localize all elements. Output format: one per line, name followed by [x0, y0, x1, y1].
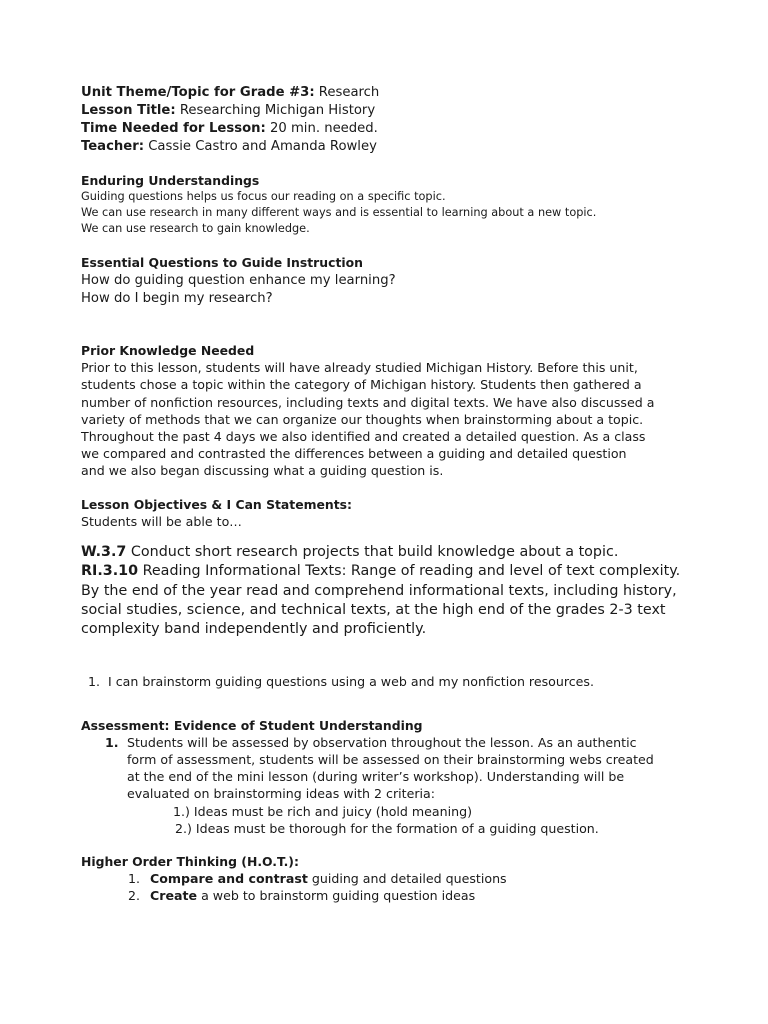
prior-knowledge-line: we compared and contrasted the differences between a guiding and detailed question: [81, 446, 627, 462]
lesson-plan-document: [81, 84, 701, 904]
unit-theme-label: Unit Theme/Topic for Grade #3:: [81, 85, 315, 100]
teacher-line: [81, 138, 701, 156]
enduring-line: Guiding questions helps us focus our reading on a specific topic.: [81, 190, 446, 203]
standard-code: RI.3.10: [81, 563, 139, 580]
prior-knowledge-line: variety of methods that we can organize our thoughts when brainstorming about a topic.: [81, 411, 644, 427]
list-number: 2.: [128, 888, 141, 904]
hot-item-text: [150, 870, 701, 887]
objectives-intro: Students will be able to…: [81, 513, 242, 529]
prior-knowledge-heading: Prior Knowledge Needed: [81, 343, 255, 358]
hot-item-bold: Create: [150, 888, 198, 904]
hot-item-bold: Compare and contrast: [150, 871, 308, 887]
hot-item-text: [150, 887, 701, 904]
standard-ri310: [81, 562, 701, 581]
hot-item-rest: a web to brainstorm guiding question ideas: [197, 888, 476, 904]
prior-knowledge-line: students chose a topic within the category of Michigan history. Students then gathered a: [81, 377, 642, 393]
enduring-heading: Enduring Understandings: [81, 173, 260, 188]
objectives-section: [81, 496, 701, 690]
essential-section: [81, 254, 701, 308]
teacher-value: Cassie Castro and Amanda Rowley: [144, 139, 377, 154]
assessment-line: at the end of the mini lesson (during writer’s workshop). Understanding will be: [127, 769, 625, 785]
standard-w37: [81, 543, 701, 562]
lesson-title-label: Lesson Title:: [81, 103, 176, 118]
assessment-criterion: 2.) Ideas must be thorough for the formation of a guiding question.: [175, 820, 599, 836]
enduring-line: We can use research in many different ways and is essential to learning about a new topic.: [81, 206, 597, 219]
prior-knowledge-line: number of nonfiction resources, including texts and digital texts. We have also discussed a: [81, 394, 655, 410]
prior-knowledge-line: Prior to this lesson, students will have already studied Michigan History. Before this unit,: [81, 360, 638, 376]
list-number: 1.: [128, 871, 141, 887]
assessment-line: Students will be assessed by observation throughout the lesson. As an authentic: [127, 734, 637, 750]
prior-knowledge-line: Throughout the past 4 days we also identified and created a detailed question. As a class: [81, 429, 646, 445]
essential-question: How do guiding question enhance my learning?: [81, 273, 396, 288]
standard-text: Conduct short research projects that build knowledge about a topic.: [126, 544, 619, 561]
list-number: 1.: [88, 673, 101, 689]
prior-knowledge-section: [81, 342, 701, 480]
time-needed-label: Time Needed for Lesson:: [81, 121, 266, 136]
hot-item: [81, 870, 701, 887]
hot-item-rest: guiding and detailed questions: [307, 871, 507, 887]
standard-code: W.3.7: [81, 544, 127, 561]
unit-theme-line: [81, 84, 701, 102]
assessment-heading: Assessment: Evidence of Student Understanding: [81, 717, 423, 733]
hot-section: [81, 853, 701, 904]
time-needed-value: 20 min. needed.: [265, 121, 378, 136]
teacher-label: Teacher:: [81, 139, 145, 154]
assessment-body: [127, 734, 654, 837]
assessment-line: form of assessment, students will be assessed on their brainstorming webs created: [127, 751, 654, 767]
i-can-statement: I can brainstorm guiding questions using a web and my nonfiction resources.: [108, 673, 594, 689]
enduring-section: [81, 173, 701, 237]
lesson-title-line: [81, 102, 701, 120]
hot-item: [81, 887, 701, 904]
unit-theme-value: Research: [314, 85, 380, 100]
hot-heading: Higher Order Thinking (H.O.T.):: [81, 853, 299, 869]
standard-line: By the end of the year read and comprehend informational texts, including history,: [81, 582, 677, 599]
i-can-item: [81, 673, 701, 690]
prior-knowledge-line: and we also began discussing what a guiding question is.: [81, 463, 444, 479]
standard-text: Reading Informational Texts: Range of reading and level of text complexity.: [138, 563, 681, 580]
essential-question: How do I begin my research?: [81, 291, 273, 306]
standard-line: social studies, science, and technical texts, at the high end of the grades 2-3 text: [81, 601, 666, 618]
list-number: 1.: [105, 734, 119, 750]
assessment-item: [81, 734, 701, 837]
standard-line: complexity band independently and proficiently.: [81, 621, 427, 638]
assessment-line: evaluated on brainstorming ideas with 2 criteria:: [127, 786, 435, 802]
lesson-title-value: Researching Michigan History: [175, 103, 376, 118]
enduring-line: We can use research to gain knowledge.: [81, 222, 310, 235]
assessment-section: [81, 717, 701, 837]
time-needed-line: [81, 120, 701, 138]
objectives-heading: Lesson Objectives & I Can Statements:: [81, 496, 352, 512]
essential-heading: Essential Questions to Guide Instruction: [81, 255, 363, 270]
standards-block: [81, 543, 701, 639]
assessment-criterion: 1.) Ideas must be rich and juicy (hold meaning): [173, 803, 473, 819]
